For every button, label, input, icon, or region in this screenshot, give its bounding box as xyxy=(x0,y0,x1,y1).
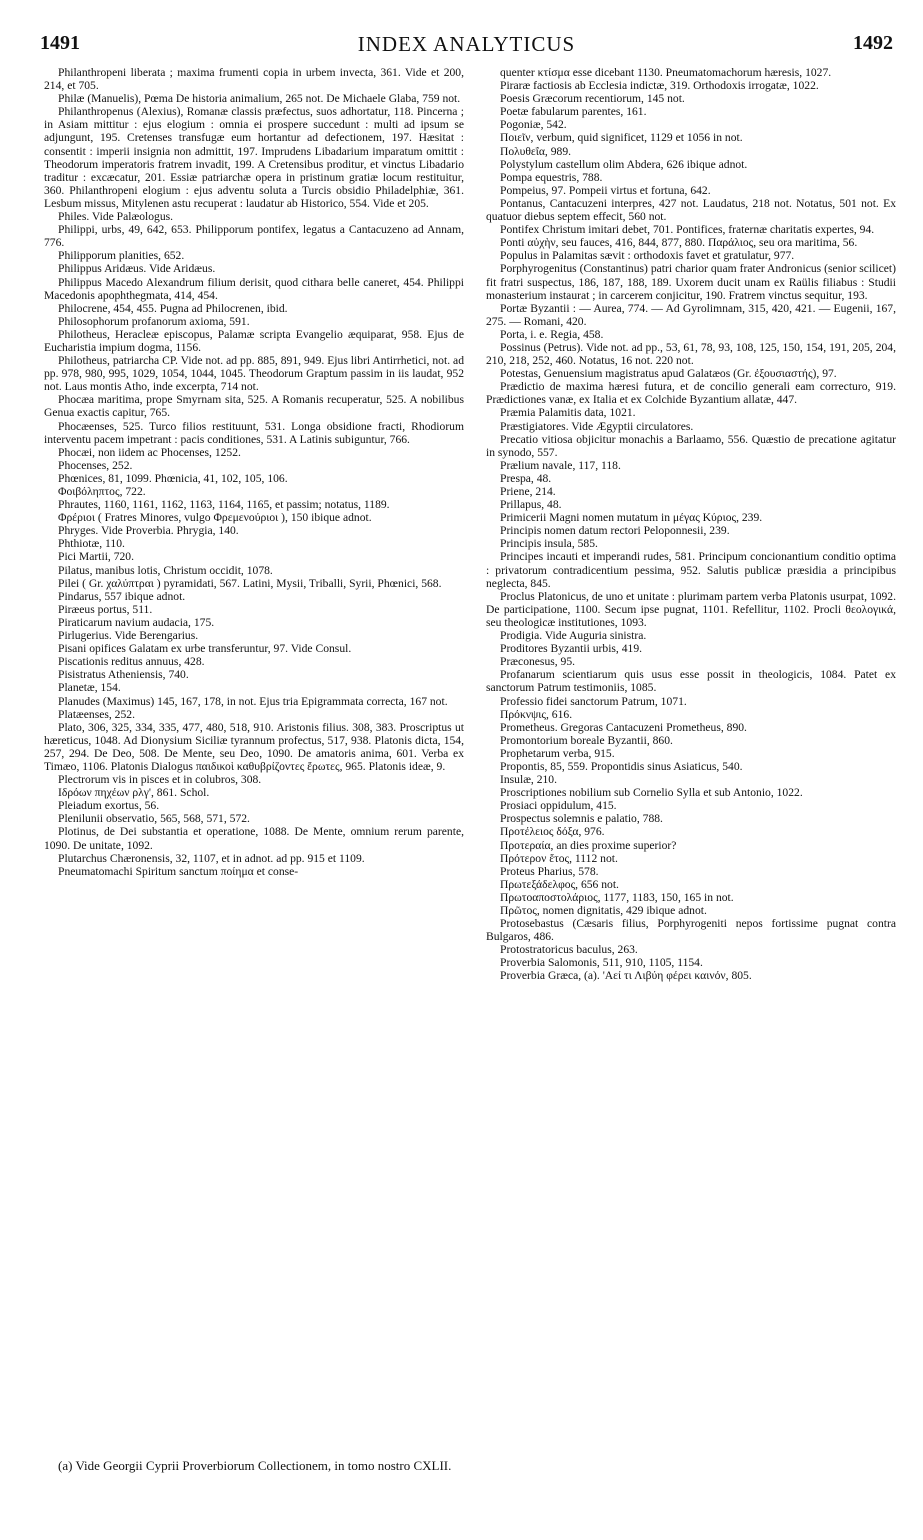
index-entry: Plenilunii observatio, 565, 568, 571, 572. xyxy=(58,812,250,826)
index-entry: Φρέριοι ( Fratres Minores, vulgo Φρεμενούριοι ), 150 ibique adnot. xyxy=(58,511,372,525)
index-entry: Πρότερον ἔτος, 1112 not. xyxy=(500,851,618,865)
page-title: INDEX ANALYTICUS xyxy=(357,32,576,56)
index-entry: Philipporum planities, 652. xyxy=(58,249,185,263)
index-entry: Φοιβόληπτος, 722. xyxy=(58,485,146,498)
index-entry: Pneumatomachi Spiritum sanctum ποίημα et conse- xyxy=(58,864,299,878)
index-entry: Prophetarum verba, 915. xyxy=(500,746,615,760)
index-entry: Pilei ( Gr. χαλύπτραι ) pyramidati, 567. Latini, Mysii, Triballi, Syrii, Phœnici, 568. xyxy=(58,576,442,590)
index-entry: Προτεραία, an dies proxime superior? xyxy=(500,838,677,852)
index-entry: Philotheus, patriarcha CP. Vide not. ad pp. 885, 891, 949. Ejus libri Antirrhetici, not. ad pp. 978, 980, 995, 1029, 1054, 1044, 1045. Theodorum Graptum passim in iis laudat, 952 not. Laus montis Atho, inde excerpta, 714 not. xyxy=(44,354,464,394)
index-entry: Proverbia Græca, (a). 'Αεί τι Λιβύη φέρει καινόν, 805. xyxy=(500,969,752,983)
index-entry: Prodigia. Vide Auguria sinistra. xyxy=(500,629,647,643)
index-entry: Phryges. Vide Proverbia. Phrygia, 140. xyxy=(58,524,239,538)
index-entry: Possinus (Petrus). Vide not. ad pp., 53, 61, 78, 93, 108, 125, 150, 154, 191, 205, 204, 210, 218, 252, 460. Notatus, 16 not. 220 not. xyxy=(486,340,896,368)
index-entry: Πρόκνψις, 616. xyxy=(500,707,573,721)
index-entry: Pici Martii, 720. xyxy=(58,550,134,564)
index-entry: Philippus Aridæus. Vide Aridæus. xyxy=(58,262,216,276)
index-entry: Precatio vitiosa objicitur monachis a Barlaamo, 556. Quæstio de precatione agitatur in synodo, 557. xyxy=(486,432,896,459)
left-column xyxy=(44,66,464,1438)
index-entry: Propontis, 85, 559. Propontidis sinus Asiaticus, 540. xyxy=(500,759,743,773)
index-entry: Platæenses, 252. xyxy=(58,707,135,721)
index-entry: Ponti αὐχὴν, seu fauces, 416, 844, 877, 880. Παράλιος, seu ora maritima, 56. xyxy=(500,236,858,250)
index-entry: Prædictio de maxima hæresi futura, et de concilio generali eam correcturo, 919. Prædictiones vanæ, ex Italia et ex Colchide Byzantium allatæ, 447. xyxy=(486,380,896,407)
index-entry: Prospectus solemnis e palatio, 788. xyxy=(500,812,663,826)
index-entry: Protostratoricus baculus, 263. xyxy=(500,943,638,957)
index-entry: Ποιεῖν, verbum, quid significet, 1129 et 1056 in not. xyxy=(500,131,743,145)
index-entry: Philanthropeni liberata ; maxima frumenti copia in urbem invecta, 361. Vide et 200, 214, et 705. xyxy=(44,66,464,93)
index-entry: Professio fidei sanctorum Patrum, 1071. xyxy=(500,694,687,708)
index-entry: Pindarus, 557 ibique adnot. xyxy=(58,589,186,603)
index-entry: Philanthropenus (Alexius), Romanæ classis præfectus, suos adhortatur, 118. Pincerna ; in Asiam mittitur : ejus elogium : omnia ei prospere succedunt : multi ad ipsum se adjungunt, 195. Cretenses transfugæ eum hortantur ad defectionem, 197. Hæsitat : consentit : imperii insignia non admittit, 197. Imprudens Libadarium imparatum omittit : Theodorum imperatoris fratrem invadit, 199. A Cretensibus proditur, et vinctus Libadario traditur : excæcatur, 201. Essiæ patriarchæ opera in pristinum gratiæ locum restituitur, 360. Philanthropeni elogium : ejus adventu soluta a Turcis obsidio Philadelphiæ, 361. Lesbum missus, Mitylenen astu recuperat : laudatur ab Historico, 554. Vide et 205. xyxy=(44,105,464,210)
index-entry: quenter κτίσμα esse dicebant 1130. Pneumatomachorum hæresis, 1027. xyxy=(500,66,832,79)
index-entry: Plotinus, de Dei substantia et operatione, 1088. De Mente, omnium rerum parente, 1090. De unitate, 1092. xyxy=(44,825,464,852)
index-entry: Pompa equestris, 788. xyxy=(500,170,603,184)
index-entry: Proclus Platonicus, de uno et unitate : plurimam partem verba Platonis usurpat, 1092. De participatione, 1100. Secum ipse pugnat, 1101. Refellitur, 1102. Procli θεολογικά, seu theologicæ institutiones, 1093. xyxy=(486,589,896,629)
index-entry: Pontifex Christum imitari debet, 701. Pontifices, fraternæ charitatis expertes, 94. xyxy=(500,223,875,237)
index-entry: Pontanus, Cantacuzeni interpres, 427 not. Laudatus, 218 not. Notatus, 501 not. Ex quatuor diebus septem effecit, 560 not. xyxy=(486,196,896,224)
page-number-right: 1492 xyxy=(853,32,893,54)
index-entry: Proverbia Salomonis, 511, 910, 1105, 1154. xyxy=(500,956,703,970)
index-entry: Portæ Byzantii : — Aurea, 774. — Ad Gyrolimnam, 315, 420, 421. — Eugenii, 167, 275. — Romani, 420. xyxy=(486,301,896,328)
index-entry: Planetæ, 154. xyxy=(58,681,121,695)
index-entry: Protosebastus (Cæsaris filius, Porphyrogeniti nepos fortissime pugnat contra Bulgaros, 486. xyxy=(486,917,896,944)
index-entry: Plutarchus Chæronensis, 32, 1107, et in adnot. ad pp. 915 et 1109. xyxy=(58,851,365,865)
footnote: (a) Vide Georgii Cyprii Proverbiorum Collectionem, in tomo nostro CXLII. xyxy=(58,1458,452,1473)
index-entry: Poesis Græcorum recentiorum, 145 not. xyxy=(500,92,685,106)
index-entry: Præmia Palamitis data, 1021. xyxy=(500,406,636,420)
index-entry: Phrautes, 1160, 1161, 1162, 1163, 1164, 1165, et passim; notatus, 1189. xyxy=(58,498,390,512)
index-entry: Philippi, urbs, 49, 642, 653. Philipporum pontifex, legatus a Cantacuzeno ad Annam, 776. xyxy=(44,223,464,250)
index-entry: Phocæa maritima, prope Smyrnam sita, 525. A Romanis recuperatur, 525. A nobilibus Genua exactis capitur, 765. xyxy=(44,393,464,420)
index-entry: Prillapus, 48. xyxy=(500,498,562,512)
index-entry: Phocæenses, 525. Turco filios restituunt, 531. Longa obsidione fracti, Rhodiorum interventu pacem impetrant : pacis conditiones, 531. A Latinis subiguntur, 766. xyxy=(44,419,464,446)
index-entry: Proteus Pharius, 578. xyxy=(500,864,599,878)
index-entry: Pisistratus Atheniensis, 740. xyxy=(58,668,189,682)
index-entry: Plectrorum vis in pisces et in colubros, 308. xyxy=(58,773,262,787)
index-entry: Poetæ fabularum parentes, 161. xyxy=(500,105,647,119)
index-entry: Prosiaci oppidulum, 415. xyxy=(500,799,617,813)
index-entry: Planudes (Maximus) 145, 167, 178, in not. Ejus tria Epigrammata correcta, 167 not. xyxy=(58,694,448,708)
index-entry: Polystylum castellum olim Abdera, 626 ibique adnot. xyxy=(500,157,748,171)
index-entry: Piraræ factiosis ab Ecclesia indictæ, 319. Orthodoxis irrogatæ, 1022. xyxy=(500,79,819,93)
index-entry: Philæ (Manuelis), Pœma De historia animalium, 265 not. De Michaele Glaba, 759 not. xyxy=(58,92,461,106)
index-entry: Pompeius, 97. Pompeii virtus et fortuna, 642. xyxy=(500,183,711,197)
index-entry: Pirlugerius. Vide Berengarius. xyxy=(58,629,199,643)
index-entry: Pleiadum exortus, 56. xyxy=(58,799,160,813)
index-entry: Præconesus, 95. xyxy=(500,655,576,669)
index-entry: Πρῶτος, nomen dignitatis, 429 ibique adnot. xyxy=(500,904,707,917)
index-entry: Porphyrogenitus (Constantinus) patri charior quam frater Andronicus (senior scilicet) fit fratri suspectus, 186, 187, 188, 189. Uxorem ducit unam ex Raülis filiabus : Studii monasterium instaurat ; in carcerem conjicitur, 190. Fratrem vinctus sequitur, 193. xyxy=(486,262,896,302)
index-entry: Principes incauti et imperandi rudes, 581. Principum concionantium conditio optima : privatorum contradicentium pessima, 952. Salutis publicæ præsidia a principibus neglecta, 845. xyxy=(486,550,896,590)
index-entry: Pisani opifices Galatam ex urbe transferuntur, 97. Vide Consul. xyxy=(58,642,352,656)
index-entry: Promontorium boreale Byzantii, 860. xyxy=(500,733,673,747)
right-column xyxy=(486,66,896,1438)
index-entry: Πρωτοαποστολάριος, 1177, 1183, 150, 165 in not. xyxy=(500,890,734,904)
page-header xyxy=(40,32,893,58)
index-entry: Pogoniæ, 542. xyxy=(500,118,567,132)
index-entry: Προτέλειος δόξα, 976. xyxy=(500,825,605,839)
index-entry: Principis insula, 585. xyxy=(500,537,598,551)
index-entry: Piræeus portus, 511. xyxy=(58,602,153,616)
index-entry: Pilatus, manibus lotis, Christum occidit, 1078. xyxy=(58,563,273,577)
index-entry: Phocæi, non iidem ac Phocenses, 1252. xyxy=(58,445,241,459)
index-entry: Phœnices, 81, 1099. Phœnicia, 41, 102, 105, 106. xyxy=(58,471,288,485)
index-entry: Potestas, Genuensium magistratus apud Galatæos (Gr. ἐξουσιαστής), 97. xyxy=(500,367,837,381)
index-entry: Philotheus, Heracleæ episcopus, Palamæ scripta Evangelio æquiparat, 958. Ejus de Eucharistia impium dogma, 1156. xyxy=(44,327,464,354)
index-entry: Priene, 214. xyxy=(500,485,556,498)
page-number-left: 1491 xyxy=(40,32,80,54)
index-entry: Philippus Macedo Alexandrum filium derisit, quod cithara belle caneret, 454. Philippi Macedonis apophthegmata, 414, 454. xyxy=(44,275,464,302)
index-entry: Populus in Palamitas sævit : orthodoxis favet et gratulatur, 977. xyxy=(500,249,795,263)
index-entry: Plato, 306, 325, 334, 335, 477, 480, 518, 910. Aristonis filius. 308, 383. Proscriptus ut hæreticus, 1048. Ad Dionysium Siciliæ tyrannum profectus, 517, 938. Platonis dicta, 154, 257, 294. De Deo, 508. De Mente, seu Deo, 1090. De amatoris anima, 601. Verba ex Timæo, 1106. Platonis Dialogus παιδικοὶ καθυβρίζοντες ἔρωτες, 965. Platonis ideæ, 9. xyxy=(44,720,464,773)
index-entry: Porta, i. e. Regia, 458. xyxy=(500,327,604,341)
index-entry: Piscationis reditus annuus, 428. xyxy=(58,655,205,669)
index-entry: Πρωτεξάδελφος, 656 not. xyxy=(500,877,619,891)
index-entry: Ιδρόων πηχέων ρλγ', 861. Schol. xyxy=(58,786,210,800)
index-entry: Principis nomen datum rectori Peloponnesii, 239. xyxy=(500,524,730,538)
index-entry: Philocrene, 454, 455. Pugna ad Philocrenen, ibid. xyxy=(58,301,288,315)
index-entry: Insulæ, 210. xyxy=(500,773,558,787)
index-entry: Proscriptiones nobilium sub Cornelio Sylla et sub Antonio, 1022. xyxy=(500,786,803,800)
index-entry: Prometheus. Gregoras Cantacuzeni Prometheus, 890. xyxy=(500,720,747,734)
index-entry: Phocenses, 252. xyxy=(58,458,133,472)
index-entry: Prespa, 48. xyxy=(500,471,552,485)
index-entry: Πολυθεΐα, 989. xyxy=(500,144,572,158)
index-entry: Primicerii Magni nomen mutatum in μέγας Κύριος, 239. xyxy=(500,511,763,525)
index-entry: Prælium navale, 117, 118. xyxy=(500,458,621,472)
index-entry: Profanarum scientiarum quis usus esse possit in theologicis, 1084. Patet ex sanctorum Patrum testimoniis, 1085. xyxy=(486,668,896,695)
index-entry: Præstigiatores. Vide Ægyptii circulatores. xyxy=(500,419,694,433)
index-entry: Proditores Byzantii urbis, 419. xyxy=(500,642,643,656)
index-entry: Piraticarum navium audacia, 175. xyxy=(58,615,215,629)
index-entry: Phthiotæ, 110. xyxy=(58,537,125,551)
index-entry: Philes. Vide Palæologus. xyxy=(58,210,174,224)
index-entry: Philosophorum profanorum axioma, 591. xyxy=(58,314,250,328)
